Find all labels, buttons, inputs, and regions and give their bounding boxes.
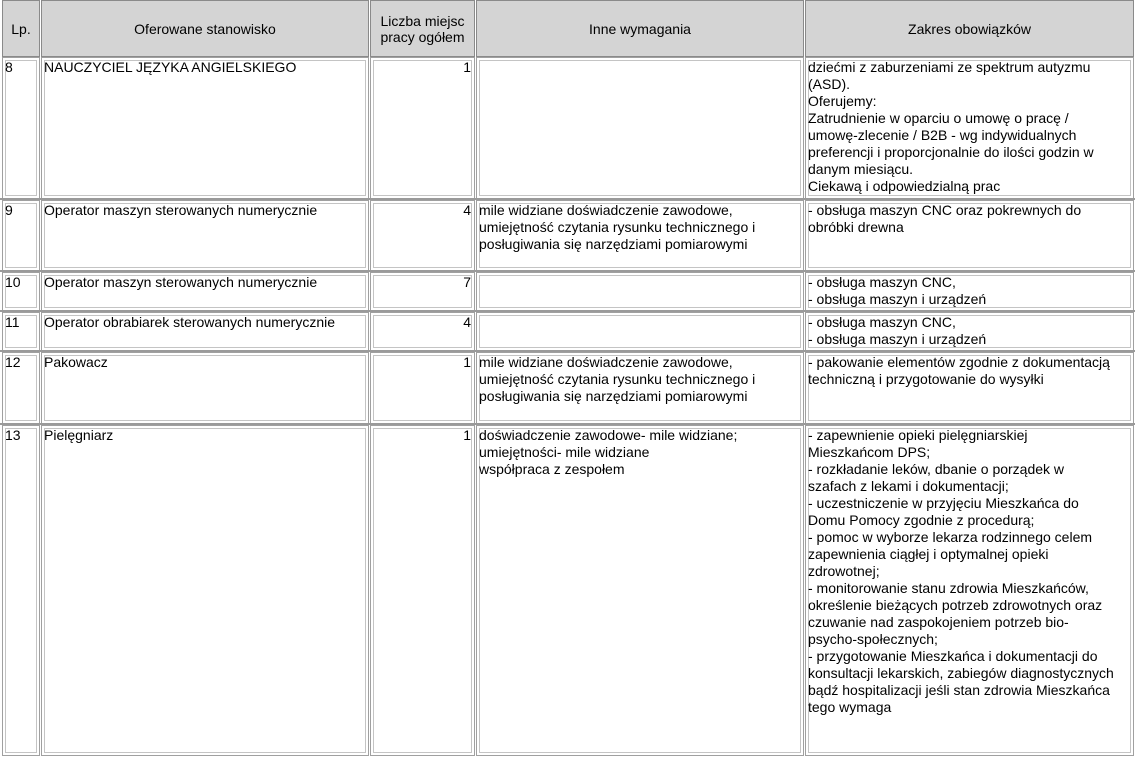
header-position [41, 0, 369, 57]
table-row-12-lp [2, 352, 40, 424]
row-divider [0, 310, 1135, 312]
table-row-9-count [370, 200, 475, 271]
header-duties-label: Zakres obowiązków [908, 20, 1031, 37]
cell-duties: - zapewnienie opieki pielęgniarskiej Mieszkańcom DPS; - rozkładanie leków, dbanie o porządek w szafach z lekami i dokumentacji; - uczestniczenie w przyjęciu Mieszkańca do Domu Pomocy zgodnie z procedurą; - pomoc w wyborze lekarza rodzinnego celem zapewnienia ciągłej i optymalnej opieki zdrowotnej; - monitorowanie stanu zdrowia Mieszkańców, określenie bieżących potrzeb zdrowotnych oraz czuwanie nad zaspokojeniem potrzeb bio- psycho-społecznych; - przygotowanie Mieszkańca i dokumentacji do konsultacji lekarskich, zabiegów diagnostycznych bądź hospitalizacji jeśli stan zdrowia Mieszkańca tego wymaga [808, 427, 1114, 715]
cell-duties: dziećmi z zaburzeniami ze spektrum autyzmu (ASD). Oferujemy: Zatrudnienie w oparciu o umowę o pracę / umowę-zlecenie / B2B - wg indywidualnych preferencji i proporcjonalnie do ilości godzin w danym miesiącu. Ciekawą i odpowiedzialną prac [808, 59, 1094, 194]
cell-position: Pielęgniarz [44, 427, 114, 443]
table-row-10-requirements [476, 272, 804, 311]
header-requirements [476, 0, 804, 57]
table-row-8-duties [805, 57, 1134, 199]
row-divider [0, 423, 1135, 425]
table-row-11-requirements [476, 312, 804, 351]
table-row-11-duties [805, 312, 1134, 351]
table-row-12-position [41, 352, 369, 424]
cell-position: NAUCZYCIEL JĘZYKA ANGIELSKIEGO [44, 59, 297, 75]
table-row-10-count [370, 272, 475, 311]
table-row-13-lp [2, 425, 40, 756]
cell-count: 1 [463, 354, 471, 370]
header-position-label: Oferowane stanowisko [134, 20, 276, 37]
cell-lp: 12 [5, 354, 21, 370]
row-divider [0, 198, 1135, 200]
table-row-8-requirements [476, 57, 804, 199]
cell-count: 4 [463, 314, 471, 330]
cell-position: Operator obrabiarek sterowanych numerycznie [44, 314, 336, 330]
table-row-9-requirements [476, 200, 804, 271]
table-row-10-position [41, 272, 369, 311]
table-row-12-requirements [476, 352, 804, 424]
header-count-label: Liczba miejsc pracy ogółem [380, 12, 465, 45]
cell-position: Pakowacz [44, 354, 108, 370]
header-lp-label: Lp. [11, 20, 31, 37]
cell-position: Operator maszyn sterowanych numerycznie [44, 202, 318, 218]
cell-duties: - obsługa maszyn CNC oraz pokrewnych do obróbki drewna [808, 202, 1082, 235]
cell-lp: 11 [5, 314, 20, 330]
table-row-10-lp [2, 272, 40, 311]
cell-requirements: mile widziane doświadczenie zawodowe, umiejętność czytania rysunku technicznego i posługiwania się narzędziami pomiarowymi [479, 354, 756, 404]
table-row-9-duties [805, 200, 1134, 271]
table-row-10-duties [805, 272, 1134, 311]
cell-lp: 10 [5, 274, 21, 290]
table-row-9-position [41, 200, 369, 271]
row-divider [0, 350, 1135, 352]
cell-lp: 8 [5, 59, 13, 75]
table-row-8-count [370, 57, 475, 199]
cell-count: 1 [463, 427, 471, 443]
row-divider [0, 270, 1135, 272]
table-row-8-lp [2, 57, 40, 199]
table-row-13-duties [805, 425, 1134, 756]
table-row-11-lp [2, 312, 40, 351]
cell-requirements: doświadczenie zawodowe- mile widziane; umiejętności- mile widziane współpraca z zespołem [479, 427, 738, 477]
header-requirements-label: Inne wymagania [589, 20, 691, 37]
table-row-11-count [370, 312, 475, 351]
table-row-13-count [370, 425, 475, 756]
table-row-11-position [41, 312, 369, 351]
table-row-12-count [370, 352, 475, 424]
table-row-9-lp [2, 200, 40, 271]
cell-duties: - obsługa maszyn CNC, - obsługa maszyn i urządzeń [808, 274, 987, 307]
table-row-12-duties [805, 352, 1134, 424]
cell-requirements: mile widziane doświadczenie zawodowe, umiejętność czytania rysunku technicznego i posługiwania się narzędziami pomiarowymi [479, 202, 756, 252]
cell-lp: 9 [5, 202, 13, 218]
table-row-13-requirements [476, 425, 804, 756]
cell-count: 4 [463, 202, 471, 218]
header-count [370, 0, 475, 57]
cell-lp: 13 [5, 427, 21, 443]
header-lp [2, 0, 40, 57]
table-row-8-position [41, 57, 369, 199]
cell-position: Operator maszyn sterowanych numerycznie [44, 274, 318, 290]
header-duties [805, 0, 1134, 57]
cell-duties: - pakowanie elementów zgodnie z dokumentacją techniczną i przygotowanie do wysyłki [808, 354, 1110, 387]
cell-count: 7 [463, 274, 471, 290]
cell-duties: - obsługa maszyn CNC, - obsługa maszyn i urządzeń [808, 314, 987, 347]
table-row-13-position [41, 425, 369, 756]
cell-count: 1 [463, 59, 471, 75]
